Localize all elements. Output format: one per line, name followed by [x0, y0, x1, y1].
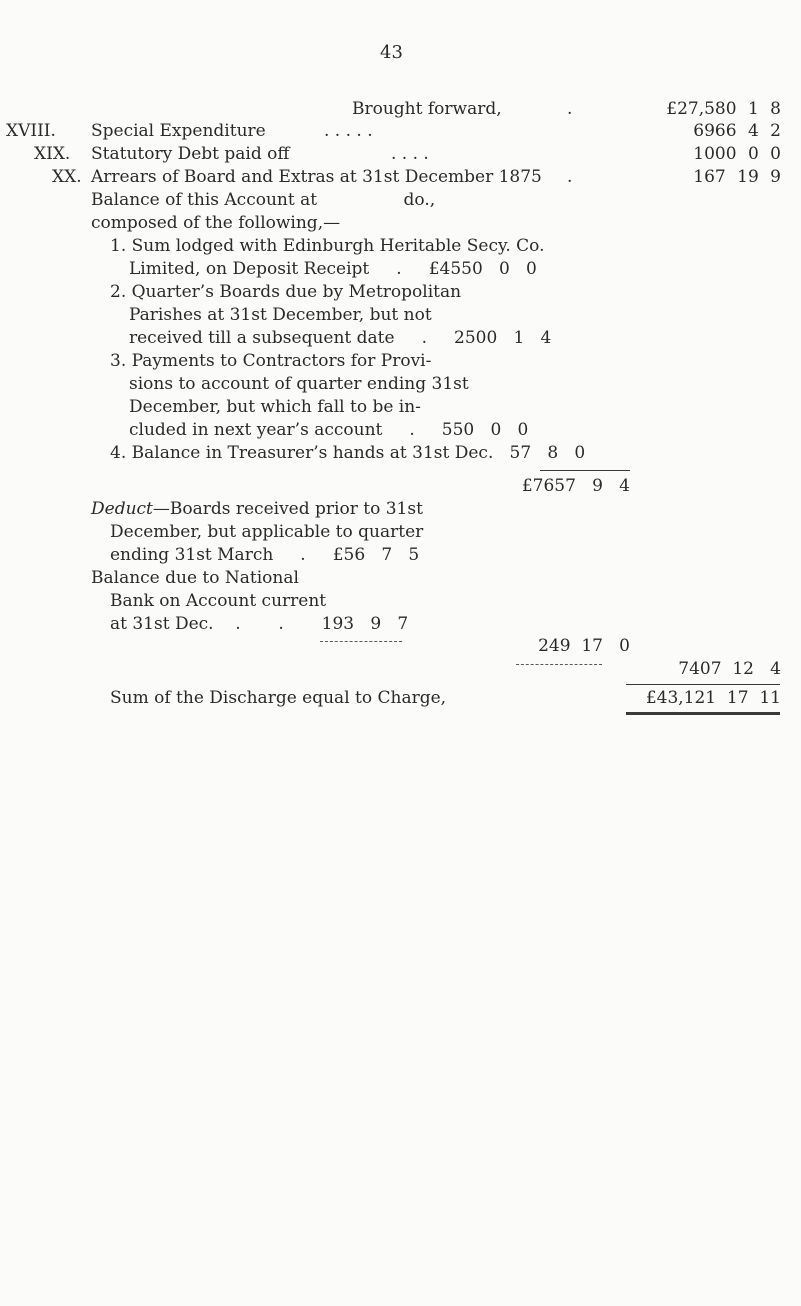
deduct-total: 249 17 0 [538, 636, 630, 656]
balance-intro-line: composed of the following,— [91, 213, 341, 233]
deduct-line: December, but applicable to quarter [110, 522, 424, 542]
item-dots: . . . . [391, 144, 429, 164]
item-amount: 6966 4 2 [693, 121, 781, 141]
item-dots: . [567, 167, 573, 187]
item-dots: . . . . . [324, 121, 373, 141]
component-line: Parishes at 31st December, but not [129, 305, 432, 325]
component-line: sions to account of quarter ending 31st [129, 374, 469, 394]
net-balance: 7407 12 4 [678, 659, 781, 679]
subtotal: £7657 9 4 [521, 476, 630, 496]
subtotal-rule [540, 470, 630, 471]
item-amount: 1000 0 0 [693, 144, 781, 164]
sum-double-rule [626, 712, 780, 715]
item-label: Special Expenditure [91, 121, 266, 141]
deduct-line [91, 498, 423, 520]
component-line: 2. Quarter’s Boards due by Metropolitan [110, 282, 462, 302]
brought-forward-dot: . [567, 99, 573, 119]
brought-forward-label: Brought forward, [352, 99, 502, 119]
component-line: December, but which fall to be in- [129, 397, 421, 417]
page-number: 43 [380, 42, 403, 63]
deduct-title: Deduct [91, 499, 153, 519]
deduct-line: Balance due to National [91, 568, 299, 588]
deduct-line: Bank on Account current [110, 591, 327, 611]
item-label: Arrears of Board and Extras at 31st December 1875 [91, 167, 542, 187]
item-label: Statutory Debt paid off [91, 144, 290, 164]
deduct-text: —Boards received prior to 31st [152, 499, 423, 519]
item-number: XIX. [34, 144, 71, 164]
component-line: 3. Payments to Contractors for Provi- [110, 351, 432, 371]
balance-intro-line: Balance of this Account at do., [91, 190, 436, 210]
net-rule [516, 664, 602, 665]
item-amount: 167 19 9 [693, 167, 781, 187]
deduct-rule [320, 641, 402, 642]
item-number: XX. [52, 167, 82, 187]
deduct-line: at 31st Dec. . . 193 9 7 [110, 614, 409, 634]
net-total-rule [626, 684, 780, 685]
brought-forward-amount: £27,580 1 8 [666, 99, 781, 119]
component-line: Limited, on Deposit Receipt . £4550 0 0 [129, 259, 537, 279]
component-line: 4. Balance in Treasurer’s hands at 31st Dec. 57 8 0 [110, 443, 586, 463]
deduct-line: ending 31st March . £56 7 5 [110, 545, 420, 565]
sum-label: Sum of the Discharge equal to Charge, [110, 688, 447, 708]
component-line: cluded in next year’s account . 550 0 0 [129, 420, 529, 440]
component-line: 1. Sum lodged with Edinburgh Heritable Secy. Co. [110, 236, 545, 256]
sum-amount: £43,121 17 11 [645, 688, 781, 708]
item-number: XVIII. [6, 121, 56, 141]
component-line: received till a subsequent date . 2500 1 4 [129, 328, 552, 348]
